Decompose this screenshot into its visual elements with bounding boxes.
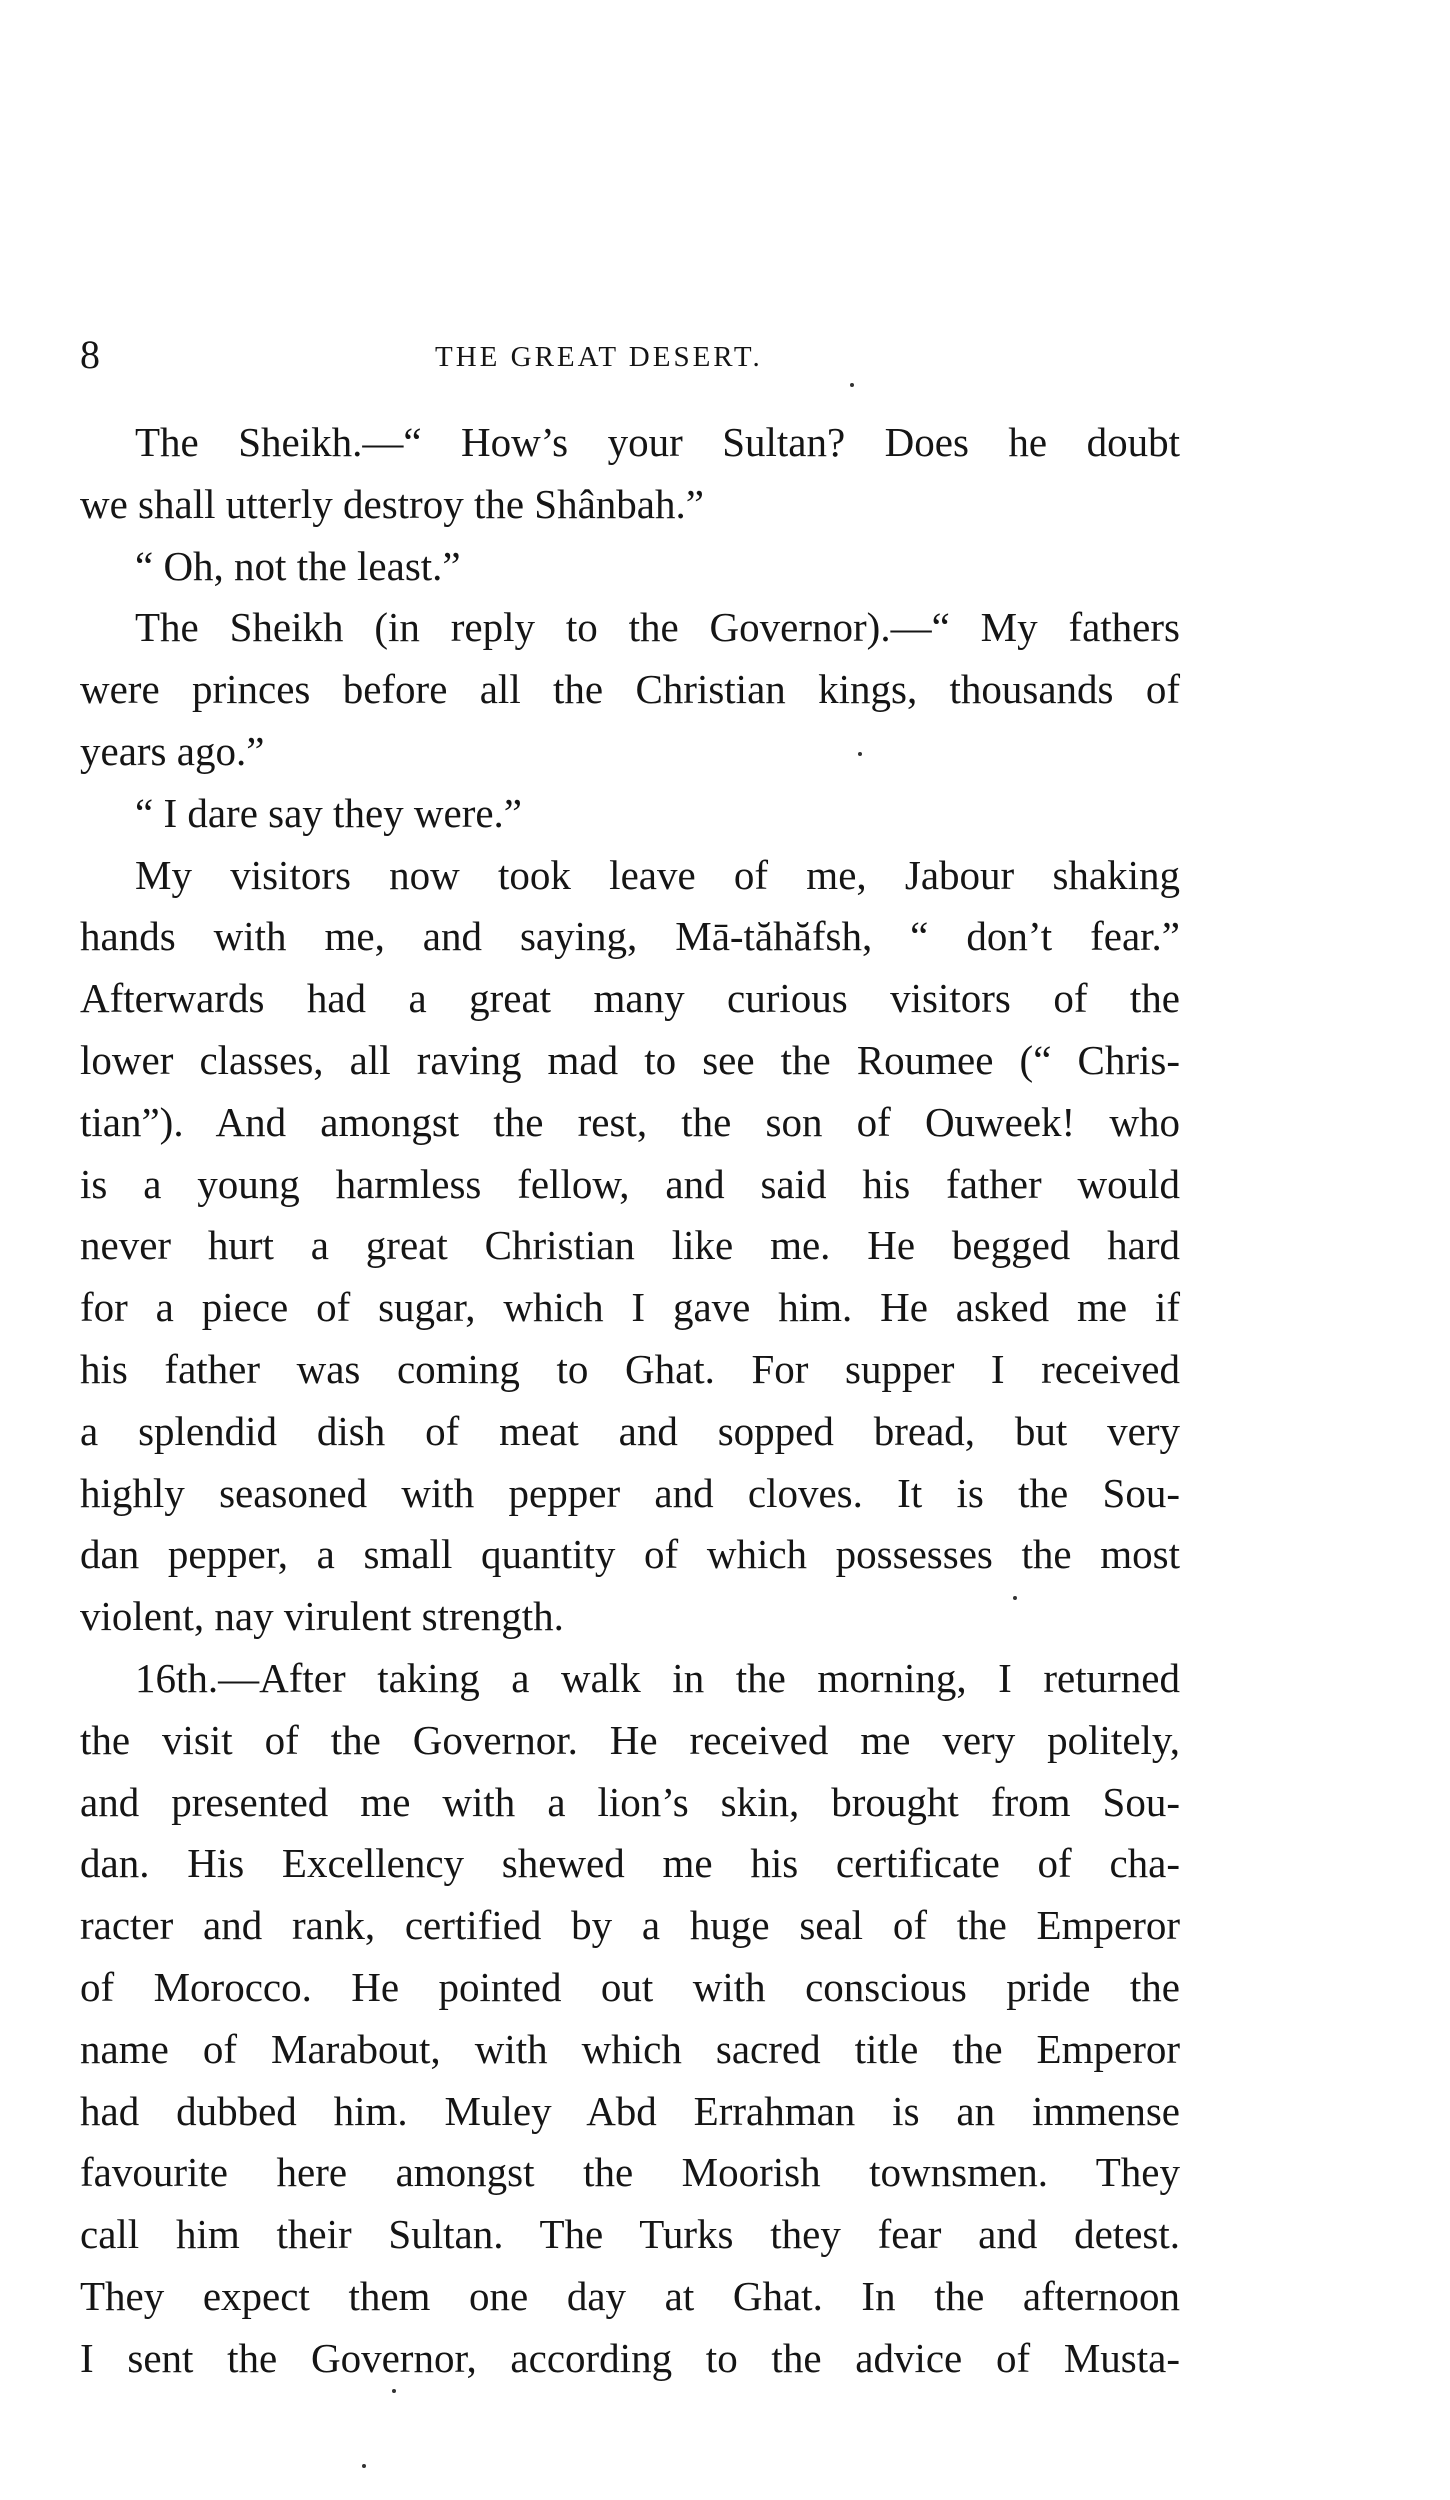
text-line: dan. His Excellency shewed me his certificate of cha- — [80, 1840, 1180, 1887]
text-line: Afterwards had a great many curious visitors of the — [80, 975, 1180, 1022]
text-line: had dubbed him. Muley Abd Errahman is an immense — [80, 2087, 1180, 2134]
text-line: were princes before all the Christian kings, thousands of — [80, 666, 1180, 713]
text-line: hands with me, and saying, Mā-tăhăfsh, “ don’t fear.” — [80, 913, 1180, 960]
running-head — [80, 330, 1190, 380]
print-speck — [392, 2389, 396, 2393]
text-line: favourite here amongst the Moorish townsmen. They — [80, 2149, 1180, 2196]
text-line: “ I dare say they were.” — [135, 789, 522, 836]
print-speck — [858, 752, 862, 756]
text-line: name of Marabout, with which sacred title the Emperor — [80, 2025, 1180, 2072]
text-line: racter and rank, certified by a huge seal of the Emperor — [80, 1902, 1180, 1949]
body-text — [80, 412, 1180, 2390]
text-line: violent, nay virulent strength. — [80, 1593, 564, 1640]
print-speck — [1013, 1596, 1017, 1600]
text-line: They expect them one day at Ghat. In the afternoon — [80, 2272, 1180, 2319]
running-title: THE GREAT DESERT. — [435, 341, 763, 373]
text-line: years ago.” — [80, 727, 265, 774]
text-line: dan pepper, a small quantity of which possesses the most — [80, 1531, 1180, 1578]
text-line: a splendid dish of meat and sopped bread, but very — [80, 1407, 1180, 1454]
page-number: 8 — [80, 332, 100, 377]
text-line: for a piece of sugar, which I gave him. He asked me if — [80, 1284, 1180, 1331]
text-line: lower classes, all raving mad to see the Roumee (“ Chris- — [80, 1036, 1180, 1083]
text-line: tian”). And amongst the rest, the son of Ouweek! who — [80, 1098, 1180, 1145]
text-line: highly seasoned with pepper and cloves. It is the Sou- — [80, 1469, 1180, 1516]
text-line: is a young harmless fellow, and said his father would — [80, 1160, 1180, 1207]
text-line: 16th.—After taking a walk in the morning, I returned — [135, 1654, 1180, 1701]
text-line: of Morocco. He pointed out with conscious pride the — [80, 1963, 1180, 2010]
text-line: My visitors now took leave of me, Jabour shaking — [135, 851, 1180, 898]
text-line: call him their Sultan. The Turks they fear and detest. — [80, 2211, 1180, 2258]
print-speck — [362, 2464, 366, 2468]
text-line: the visit of the Governor. He received me very politely, — [80, 1716, 1180, 1763]
text-line: I sent the Governor, according to the advice of Musta- — [80, 2334, 1180, 2381]
text-line: The Sheikh (in reply to the Governor).—“ My fathers — [135, 604, 1180, 651]
text-line: The Sheikh.—“ How’s your Sultan? Does he doubt — [135, 419, 1180, 465]
text-line: his father was coming to Ghat. For supper I received — [80, 1345, 1180, 1392]
text-line: “ Oh, not the least.” — [135, 542, 461, 589]
text-line: never hurt a great Christian like me. He begged hard — [80, 1222, 1180, 1269]
text-line: we shall utterly destroy the Shânbah.” — [80, 480, 704, 527]
print-speck — [850, 383, 854, 387]
text-line: and presented me with a lion’s skin, brought from Sou- — [80, 1778, 1180, 1825]
